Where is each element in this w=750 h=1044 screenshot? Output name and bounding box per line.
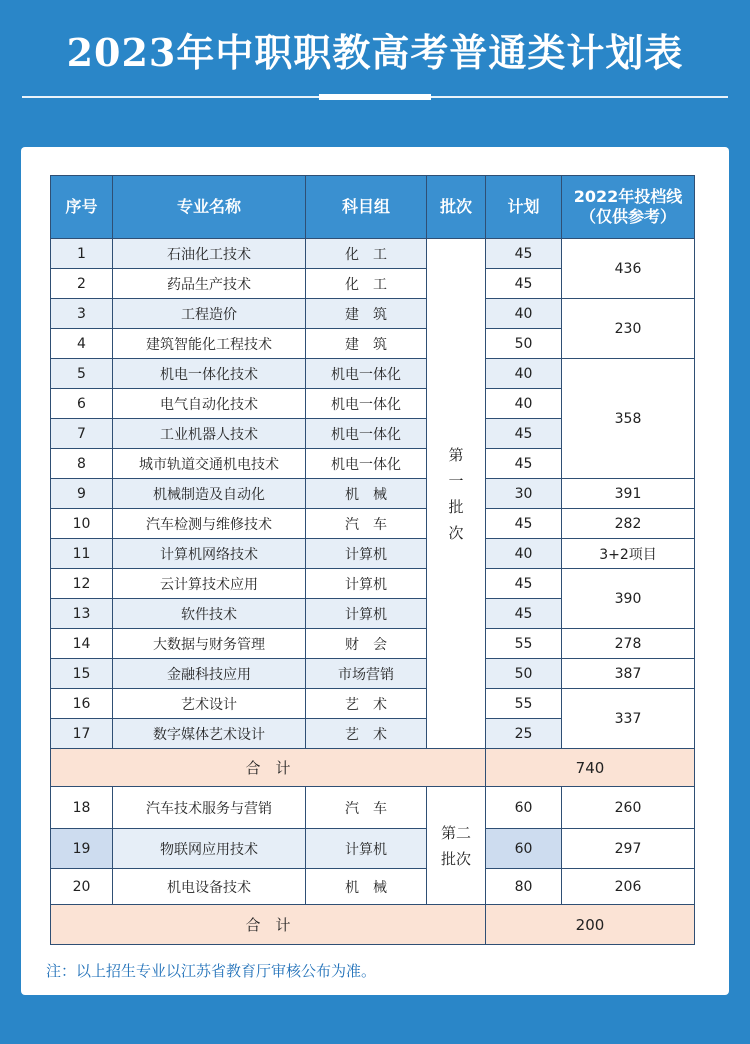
cell-index: 5 [51, 359, 113, 389]
cell-major: 艺术设计 [113, 689, 306, 719]
table-row [51, 787, 695, 829]
cell-index: 3 [51, 299, 113, 329]
cell-plan: 40 [486, 539, 562, 569]
cell-plan: 40 [486, 299, 562, 329]
cell-index: 17 [51, 719, 113, 749]
table-row [51, 659, 695, 689]
cell-subject: 机电一体化 [306, 389, 427, 419]
header-score-line2: （仅供参考） [579, 207, 676, 226]
cell-major: 城市轨道交通机电技术 [113, 449, 306, 479]
cell-index: 9 [51, 479, 113, 509]
header-score [562, 176, 695, 239]
cell-subject: 机电一体化 [306, 449, 427, 479]
cell-major: 大数据与财务管理 [113, 629, 306, 659]
header-row [51, 176, 695, 239]
cell-subject: 计算机 [306, 569, 427, 599]
total-label: 合 计 [51, 905, 486, 945]
cell-plan: 45 [486, 419, 562, 449]
cell-index: 8 [51, 449, 113, 479]
table-row [51, 569, 695, 599]
cell-major: 软件技术 [113, 599, 306, 629]
cell-plan: 45 [486, 269, 562, 299]
table-row [51, 479, 695, 509]
cell-score: 358 [562, 359, 695, 479]
header-index: 序号 [51, 176, 113, 239]
total-row-batch-1 [51, 749, 695, 787]
cell-major: 汽车检测与维修技术 [113, 509, 306, 539]
table-row [51, 239, 695, 269]
cell-major: 机电设备技术 [113, 869, 306, 905]
cell-score: 282 [562, 509, 695, 539]
cell-subject: 计算机 [306, 599, 427, 629]
cell-subject: 机 械 [306, 869, 427, 905]
cell-index: 10 [51, 509, 113, 539]
cell-score: 391 [562, 479, 695, 509]
cell-batch-2 [427, 787, 486, 905]
cell-subject: 建 筑 [306, 299, 427, 329]
table-row [51, 509, 695, 539]
cell-index: 12 [51, 569, 113, 599]
page-title: 2023年中职职教高考普通类计划表 [66, 30, 684, 75]
cell-score: 387 [562, 659, 695, 689]
cell-plan: 45 [486, 239, 562, 269]
cell-plan: 55 [486, 689, 562, 719]
cell-index: 6 [51, 389, 113, 419]
cell-index: 2 [51, 269, 113, 299]
table-row [51, 299, 695, 329]
cell-plan: 40 [486, 359, 562, 389]
total-label: 合 计 [51, 749, 486, 787]
cell-score: 206 [562, 869, 695, 905]
cell-index: 16 [51, 689, 113, 719]
cell-index: 11 [51, 539, 113, 569]
cell-major: 金融科技应用 [113, 659, 306, 689]
cell-subject: 市场营销 [306, 659, 427, 689]
cell-index: 1 [51, 239, 113, 269]
header-score-line1: 2022年投档线 [573, 187, 683, 206]
cell-subject: 汽 车 [306, 509, 427, 539]
cell-major: 机电一体化技术 [113, 359, 306, 389]
cell-plan: 50 [486, 329, 562, 359]
cell-major: 物联网应用技术 [113, 829, 306, 869]
header-major: 专业名称 [113, 176, 306, 239]
cell-major: 电气自动化技术 [113, 389, 306, 419]
cell-subject: 建 筑 [306, 329, 427, 359]
cell-score: 230 [562, 299, 695, 359]
cell-score: 297 [562, 829, 695, 869]
cell-plan: 45 [486, 449, 562, 479]
cell-subject: 化 工 [306, 269, 427, 299]
cell-index: 19 [51, 829, 113, 869]
total-value: 740 [486, 749, 695, 787]
cell-major: 机械制造及自动化 [113, 479, 306, 509]
cell-plan: 80 [486, 869, 562, 905]
cell-plan: 50 [486, 659, 562, 689]
cell-plan: 55 [486, 629, 562, 659]
cell-index: 7 [51, 419, 113, 449]
plan-table [50, 175, 695, 945]
cell-major: 云计算技术应用 [113, 569, 306, 599]
cell-plan: 25 [486, 719, 562, 749]
cell-plan: 45 [486, 599, 562, 629]
cell-subject: 计算机 [306, 539, 427, 569]
table-row [51, 829, 695, 869]
header-subject: 科目组 [306, 176, 427, 239]
cell-index: 14 [51, 629, 113, 659]
cell-score: 436 [562, 239, 695, 299]
table-row [51, 869, 695, 905]
cell-major: 建筑智能化工程技术 [113, 329, 306, 359]
cell-major: 工业机器人技术 [113, 419, 306, 449]
cell-index: 15 [51, 659, 113, 689]
cell-score: 390 [562, 569, 695, 629]
table-row [51, 689, 695, 719]
cell-plan: 60 [486, 829, 562, 869]
batch-2-label: 第二批次 [440, 823, 471, 868]
title-accent-bar [319, 94, 431, 100]
total-value: 200 [486, 905, 695, 945]
cell-score: 260 [562, 787, 695, 829]
cell-subject: 艺 术 [306, 689, 427, 719]
cell-major: 石油化工技术 [113, 239, 306, 269]
cell-plan: 40 [486, 389, 562, 419]
cell-index: 13 [51, 599, 113, 629]
footnote: 注：以上招生专业以江苏省教育厅审核公布为准。 [46, 962, 377, 980]
cell-plan: 60 [486, 787, 562, 829]
cell-major: 汽车技术服务与营销 [113, 787, 306, 829]
table-row [51, 359, 695, 389]
total-row-batch-2 [51, 905, 695, 945]
cell-plan: 45 [486, 509, 562, 539]
cell-major: 数字媒体艺术设计 [113, 719, 306, 749]
cell-index: 4 [51, 329, 113, 359]
cell-subject: 艺 术 [306, 719, 427, 749]
table-card [21, 147, 729, 995]
cell-subject: 化 工 [306, 239, 427, 269]
cell-score: 278 [562, 629, 695, 659]
cell-subject: 汽 车 [306, 787, 427, 829]
cell-plan: 45 [486, 569, 562, 599]
cell-batch-1 [427, 239, 486, 749]
batch-1-label: 第一批次 [448, 445, 464, 542]
table-row [51, 629, 695, 659]
table-row [51, 539, 695, 569]
cell-score: 3+2项目 [562, 539, 695, 569]
cell-index: 20 [51, 869, 113, 905]
header-plan: 计划 [486, 176, 562, 239]
cell-plan: 30 [486, 479, 562, 509]
header-batch: 批次 [427, 176, 486, 239]
cell-major: 计算机网络技术 [113, 539, 306, 569]
cell-subject: 财 会 [306, 629, 427, 659]
cell-subject: 机电一体化 [306, 419, 427, 449]
cell-score: 337 [562, 689, 695, 749]
cell-major: 工程造价 [113, 299, 306, 329]
cell-subject: 机电一体化 [306, 359, 427, 389]
cell-subject: 计算机 [306, 829, 427, 869]
cell-subject: 机 械 [306, 479, 427, 509]
cell-major: 药品生产技术 [113, 269, 306, 299]
cell-index: 18 [51, 787, 113, 829]
